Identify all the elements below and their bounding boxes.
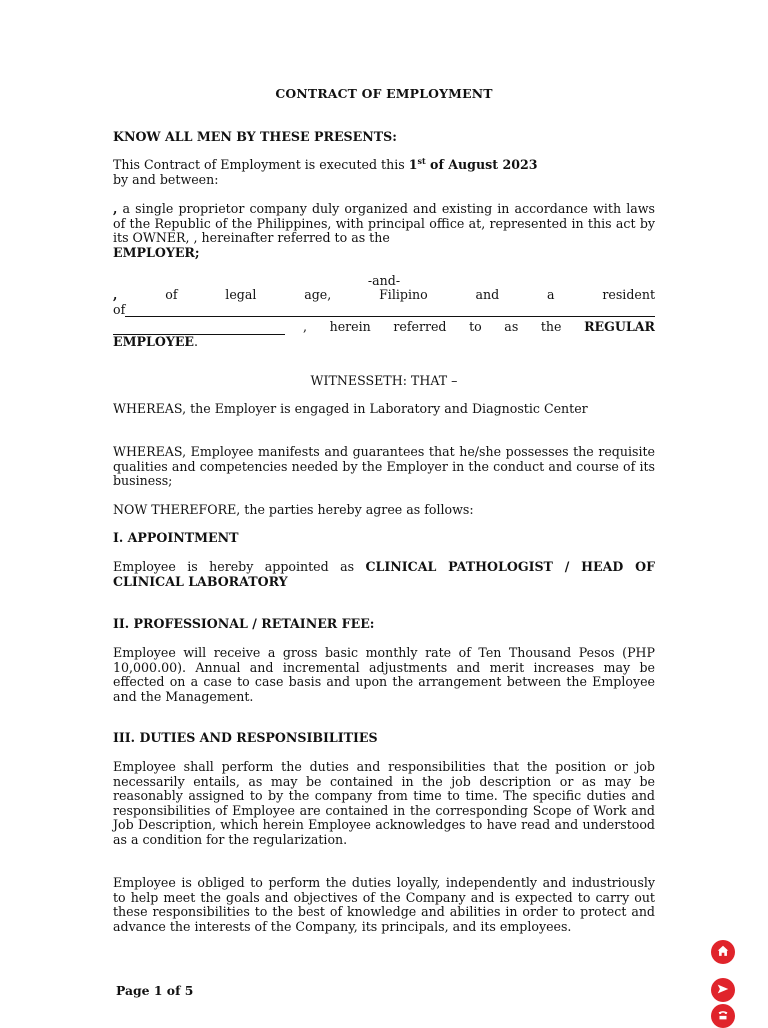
section-2-paragraph: Employee will receive a gross basic monthly rate of Ten Thousand Pesos (PHP 10,000.00). Annual and incremental adjustments and merit increases may be effected on a case to case basis and upon the arrangement between the Employee and the Management.: [113, 645, 655, 704]
resident-blank: [125, 305, 655, 317]
phone-button[interactable]: [711, 1004, 735, 1028]
employee-paragraph: [113, 288, 655, 349]
employee-line1: , of legal age, Filipino and a resident: [113, 287, 656, 302]
employer-comma: ,: [113, 201, 118, 216]
executed-prefix: This Contract of Employment is executed this: [113, 157, 409, 172]
employee-line2: of: [113, 303, 655, 318]
executed-line2: by and between:: [113, 171, 219, 187]
document-page: [113, 0, 655, 1024]
send-button[interactable]: [711, 978, 735, 1002]
whereas-1: WHEREAS, the Employer is engaged in Laboratory and Diagnostic Center: [113, 401, 588, 416]
home-icon: [716, 943, 730, 962]
and-separator: -and-: [367, 273, 401, 288]
whereas-2: WHEREAS, Employee manifests and guarantees that he/she possesses the requisite qualities and competencies needed by the Employer in the conduct and course of its business;: [113, 444, 655, 489]
section-3-paragraph-2: Employee is obliged to perform the duties loyally, independently and industriously to help meet the goals and objectives of the Company and is expected to carry out these responsibilities to the best of knowledge and abilities in order to protect and advance the interests of the Company, its principals, and its employees.: [113, 875, 655, 934]
send-icon: [716, 981, 730, 1000]
section-2-heading: II. PROFESSIONAL / RETAINER FEE:: [113, 616, 375, 631]
employee-label: EMPLOYEE: [113, 333, 195, 349]
employer-paragraph: [113, 202, 655, 260]
section-3-paragraph-1: Employee shall perform the duties and responsibilities that the position or job necessarily entails, as may be contained in the job description or as may be reasonably assigned to by the company from time to time. The specific duties and responsibilities of Employee are contained in the corresponding Scope of Work and Job Description, which herein Employee acknowledges to have read and understood as a condition for the regularization.: [113, 759, 655, 847]
now-therefore: NOW THEREFORE, the parties hereby agree as follows:: [113, 502, 474, 517]
intro-heading: KNOW ALL MEN BY THESE PRESENTS:: [113, 129, 397, 144]
employee-line3: , herein referred to as the REGULAR: [113, 320, 655, 335]
phone-icon: [716, 1007, 730, 1026]
section-3-heading: III. DUTIES AND RESPONSIBILITIES: [113, 730, 378, 745]
section-1-heading: I. APPOINTMENT: [113, 530, 239, 545]
witnesseth: WITNESSETH: THAT –: [310, 373, 458, 388]
executed-paragraph: [113, 158, 655, 187]
executed-day: 1st of August 2023: [408, 156, 538, 172]
appointment-position: CLINICAL PATHOLOGIST / HEAD OF CLINICAL LABORATORY: [113, 559, 656, 589]
home-button[interactable]: [711, 940, 735, 964]
section-1-paragraph: Employee is hereby appointed as CLINICAL PATHOLOGIST / HEAD OF CLINICAL LABORATORY: [113, 559, 656, 589]
page-indicator: Page 1 of 5: [116, 983, 194, 998]
document-title: CONTRACT OF EMPLOYMENT: [275, 86, 493, 101]
employer-text: a single proprietor company duly organized and existing in accordance with laws of the Republic of the Philippines, with principal office at, represented in this act by its OWNER, , hereinafter referred to as the: [113, 201, 655, 246]
employer-label: EMPLOYER;: [113, 244, 200, 260]
employee-line4: EMPLOYEE.: [113, 333, 199, 349]
